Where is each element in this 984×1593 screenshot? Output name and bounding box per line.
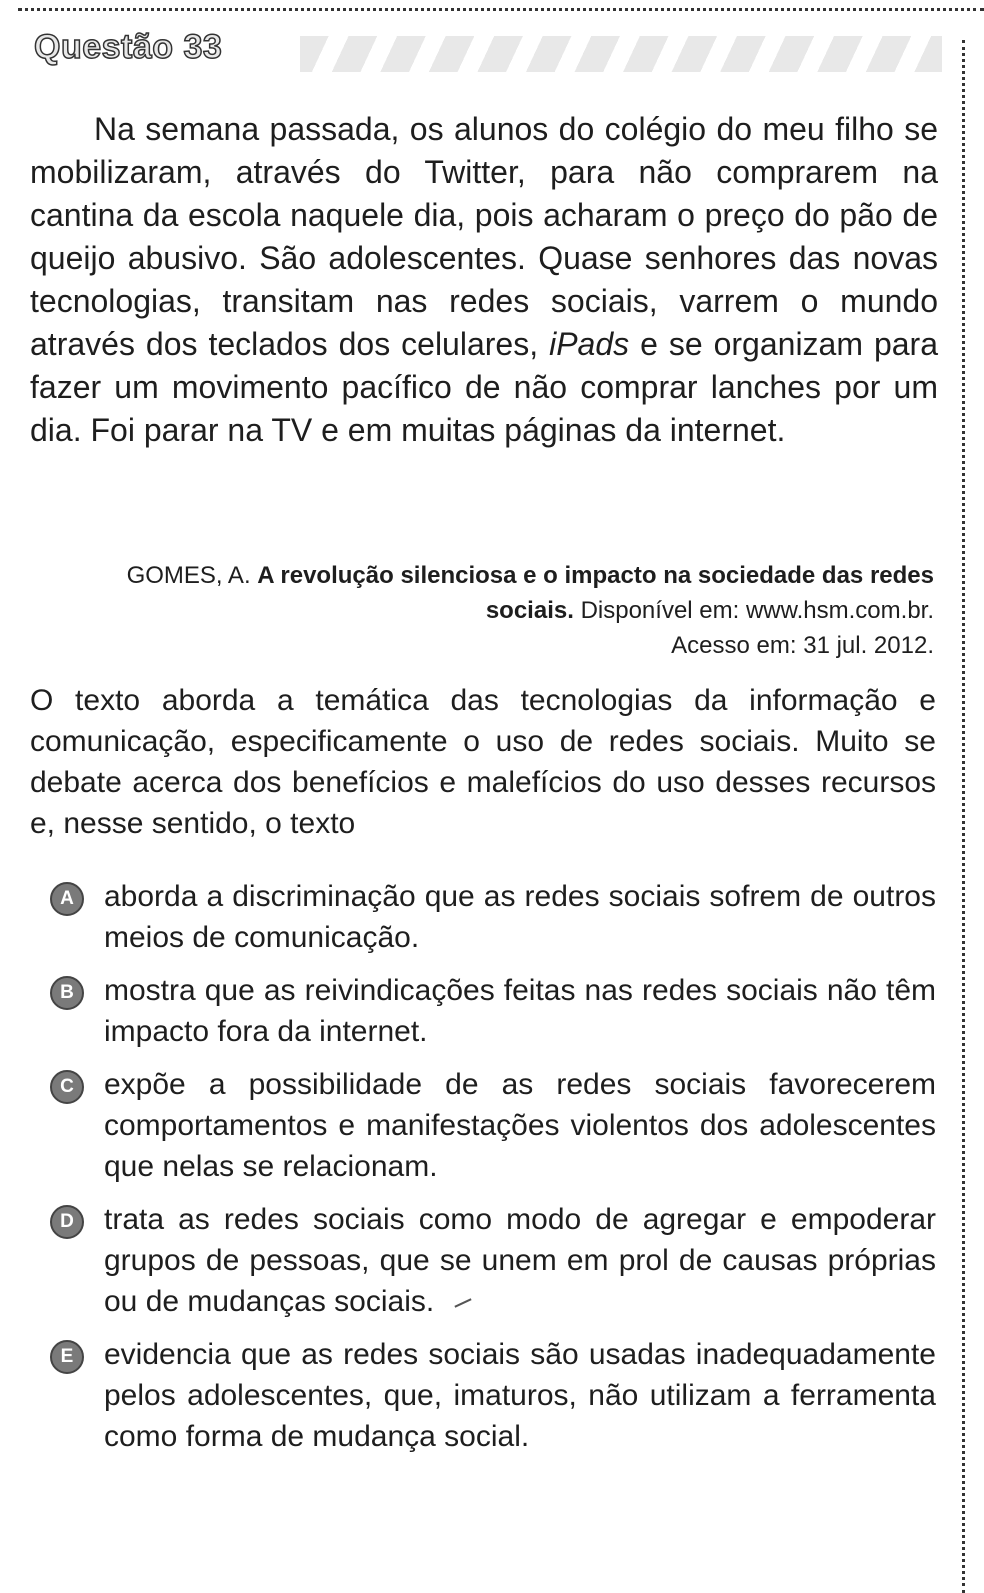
citation	[34, 558, 934, 663]
citation-availability: Disponível em: www.hsm.com.br.	[580, 597, 934, 624]
option-text: mostra que as reivindicações feitas nas redes sociais não têm impacto fora da internet.	[104, 974, 936, 1048]
option-letter-badge: E	[50, 1340, 84, 1374]
passage-text-1: Na semana passada, os alunos do colégio do meu filho se mobilizaram, através do Twitter, para não comprarem na cantina da escola naquele dia, pois acharam o preço do pão de queijo abusivo. São adolescentes. Quase senhores das novas tecnologias, transitam nas redes sociais, varrem o mundo através dos teclados dos celulares,	[30, 111, 938, 362]
option-letter-badge: B	[50, 976, 84, 1010]
top-dotted-border	[18, 8, 984, 11]
citation-title: A revolução silenciosa e o impacto na sociedade das redes sociais.	[257, 562, 934, 624]
question-stem: O texto aborda a temática das tecnologias da informação e comunicação, especificamente o uso de redes sociais. Muito se debate acerca dos benefícios e malefícios do uso desses recursos e, nesse sentido, o texto	[30, 684, 936, 840]
right-dotted-border	[962, 40, 965, 1593]
option-c[interactable]	[30, 1064, 936, 1187]
passage-text-2: e se organizam para fazer um movimento pacífico de não comprar lanches por um dia. Foi parar na TV e em muitas páginas da internet.	[30, 326, 939, 448]
question-title: Questão 33	[34, 28, 223, 66]
pencil-mark-icon	[455, 1298, 472, 1307]
option-a[interactable]	[30, 876, 936, 958]
option-letter-badge: D	[50, 1205, 84, 1239]
option-text: expõe a possibilidade de as redes sociais favorecerem comportamentos e manifestações violentos dos adolescentes que nelas se relacionam.	[104, 1068, 936, 1183]
option-text: aborda a discriminação que as redes sociais sofrem de outros meios de comunicação.	[104, 880, 936, 954]
decorative-header-stripe	[300, 36, 942, 72]
citation-access: Acesso em: 31 jul. 2012.	[671, 632, 934, 659]
answer-options	[30, 876, 936, 1469]
passage	[30, 108, 938, 452]
option-b[interactable]	[30, 970, 936, 1052]
citation-author: GOMES, A.	[126, 562, 251, 589]
option-letter-badge: A	[50, 882, 84, 916]
option-d-text: trata as redes sociais como modo de agregar e empoderar grupos de pessoas, que se unem em prol de causas próprias ou de mudanças sociais.	[104, 1203, 936, 1318]
option-text	[104, 1199, 936, 1322]
option-letter-badge: C	[50, 1070, 84, 1104]
passage-italic: iPads	[549, 326, 630, 362]
option-text: evidencia que as redes sociais são usadas inadequadamente pelos adolescentes, que, imaturos, não utilizam a ferramenta como forma de mudança social.	[104, 1338, 936, 1453]
option-e[interactable]	[30, 1334, 936, 1457]
option-d[interactable]	[30, 1199, 936, 1322]
